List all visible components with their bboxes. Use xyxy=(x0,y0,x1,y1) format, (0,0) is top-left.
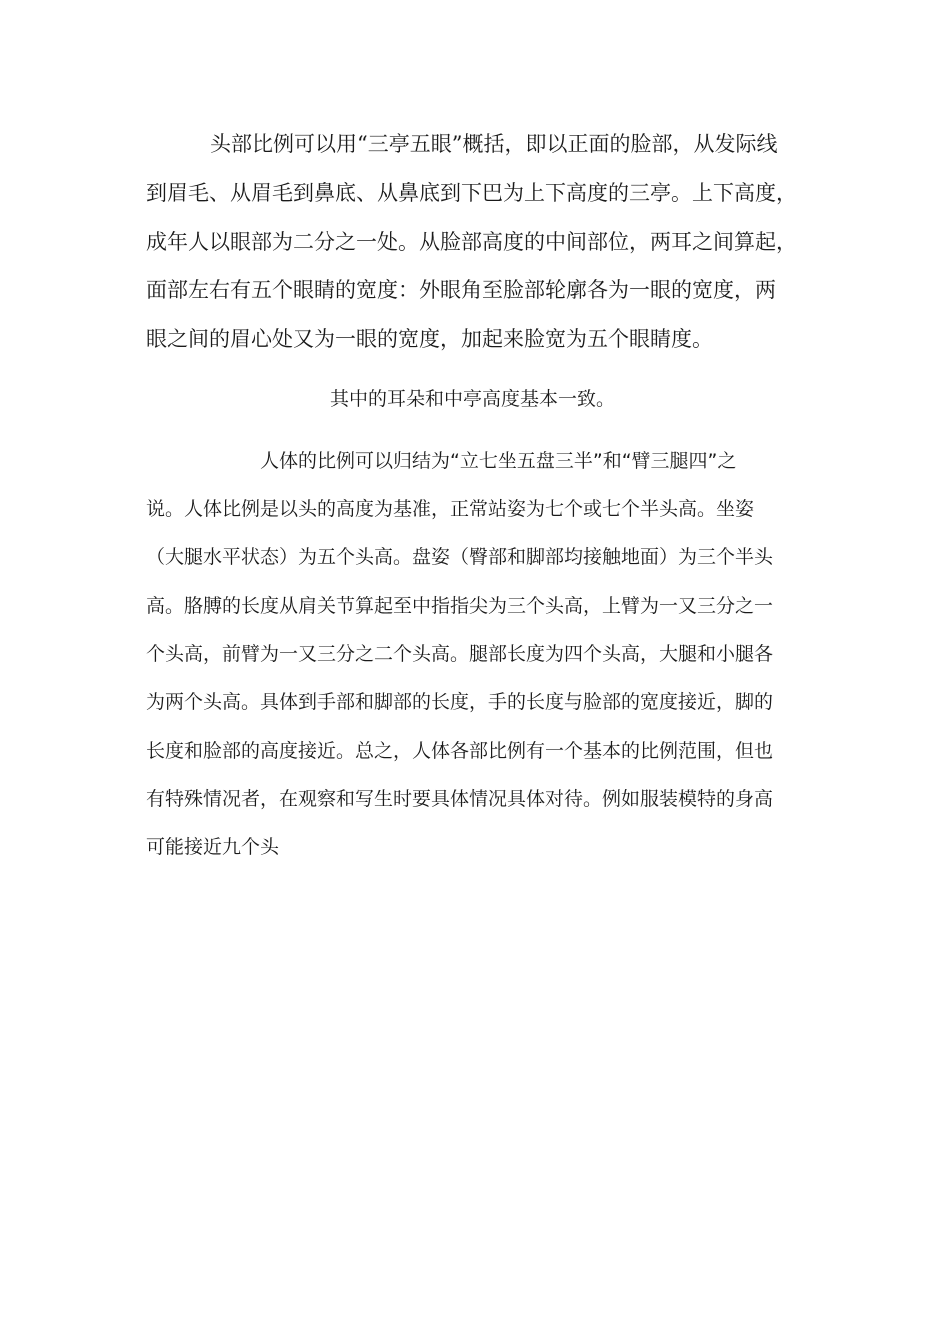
paragraph1-line-5: 眼之间的眉心处又为一眼的宽度，加起来脸宽为五个眼睛度。 xyxy=(146,327,713,351)
paragraph1-line-4: 面部左右有五个眼睛的宽度：外眼角至脸部轮廓各为一眼的宽度，两 xyxy=(146,278,776,302)
paragraph1-line-2: 到眉毛、从眉毛到鼻底、从鼻底到下巴为上下高度的三亭。上下高度， xyxy=(146,181,797,205)
paragraph2-line-7: 长度和脸部的高度接近。总之，人体各部比例有一个基本的比例范围，但也 xyxy=(146,740,774,762)
paragraph1-line-3: 成年人以眼部为二分之一处。从脸部高度的中间部位，两耳之间算起， xyxy=(146,230,797,254)
paragraph1-line-1: 头部比例可以用“三亭五眼”概括，即以正面的脸部，从发际线 xyxy=(210,132,778,156)
paragraph2-line-9: 可能接近九个头 xyxy=(146,836,280,858)
centered-line: 其中的耳朵和中亭高度基本一致。 xyxy=(330,388,616,410)
paragraph2-line-5: 个头高，前臂为一又三分之二个头高。腿部长度为四个头高，大腿和小腿各 xyxy=(146,643,774,665)
paragraph2-line-4: 高。胳膊的长度从肩关节算起至中指指尖为三个头高，上臂为一又三分之一 xyxy=(146,595,774,617)
paragraph2-line-2: 说。人体比例是以头的高度为基准，正常站姿为七个或七个半头高。坐姿 xyxy=(146,498,755,520)
paragraph2-line-1: 人体的比例可以归结为“立七坐五盘三半”和“臂三腿四”之 xyxy=(260,450,737,472)
paragraph2-line-3: （大腿水平状态）为五个头高。盘姿（臀部和脚部均接触地面）为三个半头 xyxy=(146,546,774,568)
paragraph2-line-6: 为两个头高。具体到手部和脚部的长度，手的长度与脸部的宽度接近，脚的 xyxy=(146,691,774,713)
paragraph2-line-8: 有特殊情况者，在观察和写生时要具体情况具体对待。例如服装模特的身高 xyxy=(146,788,774,810)
